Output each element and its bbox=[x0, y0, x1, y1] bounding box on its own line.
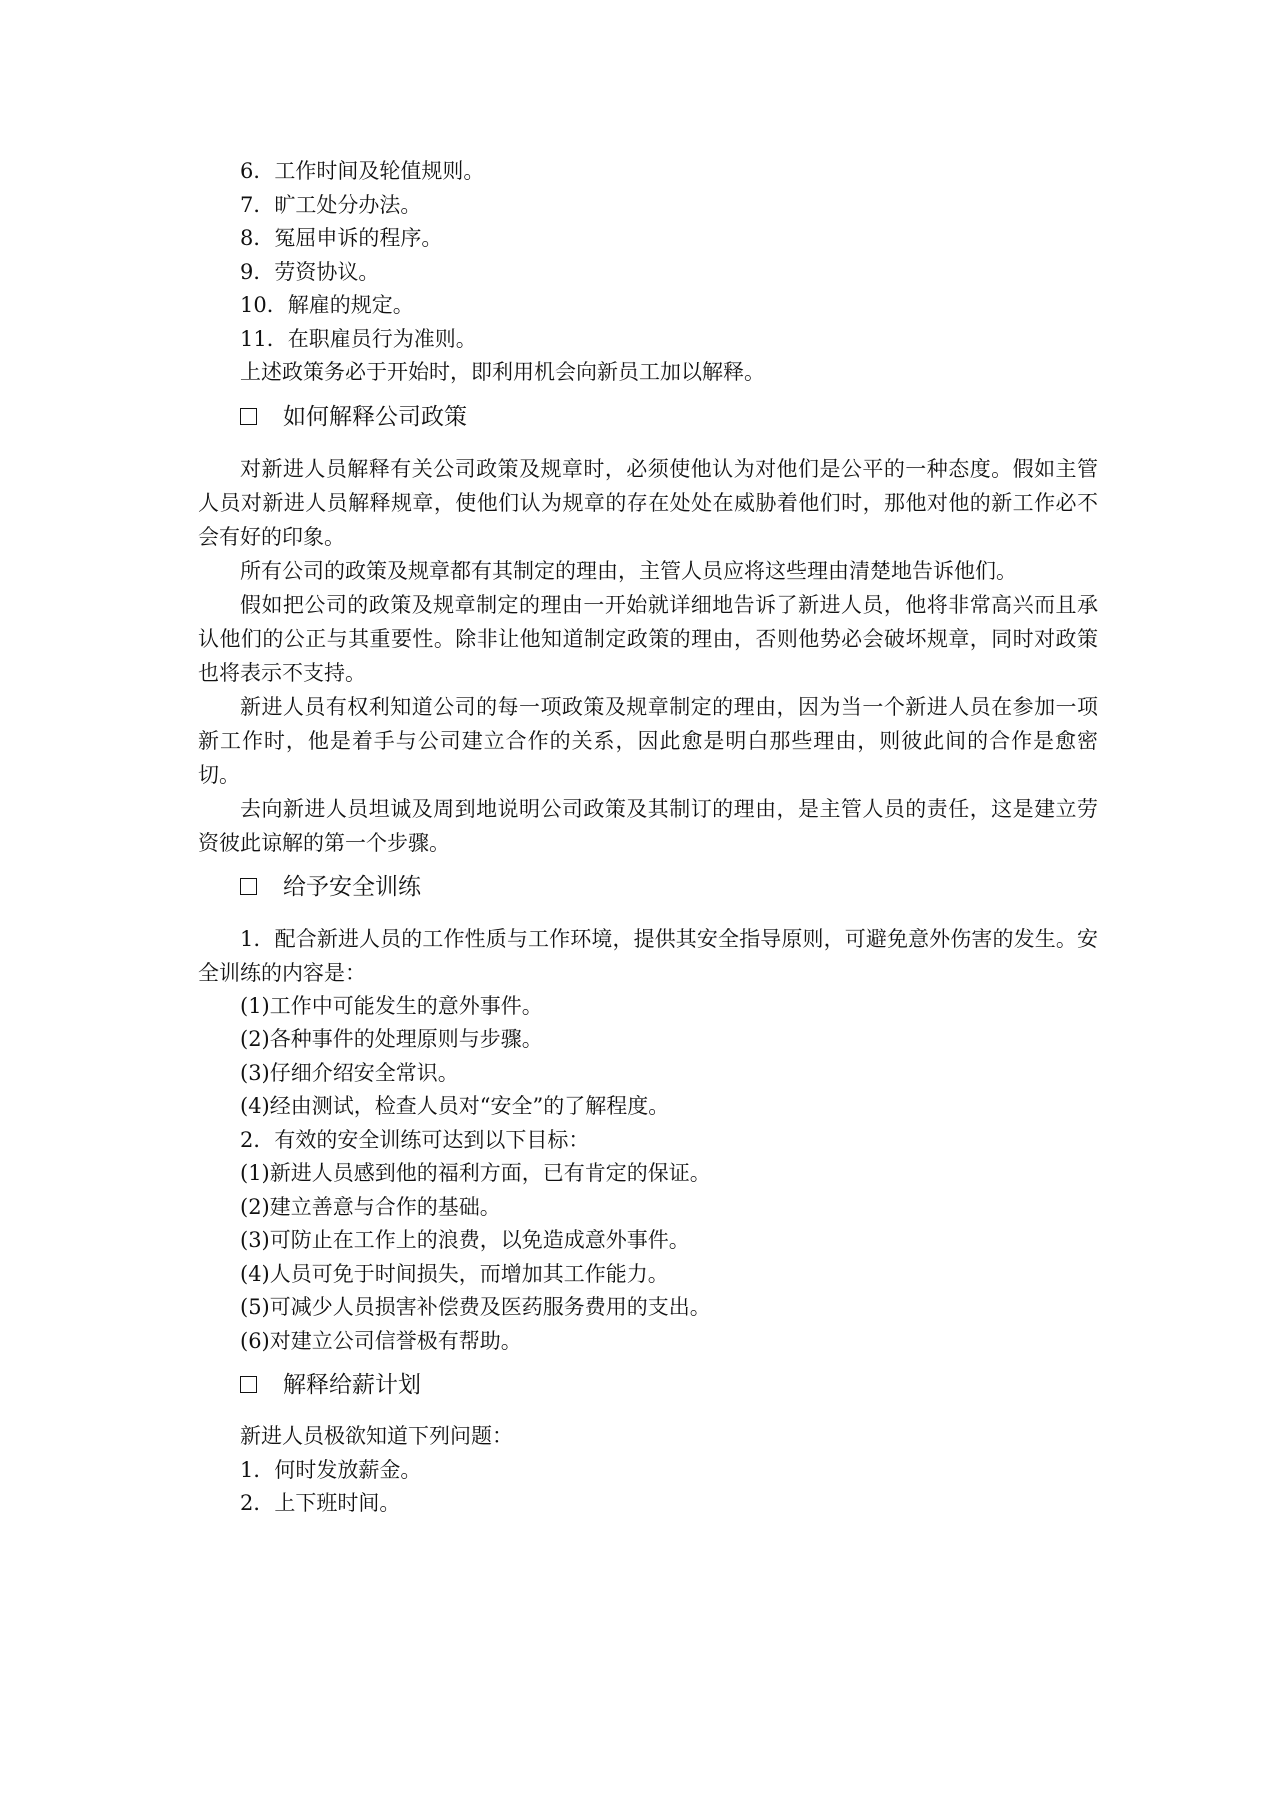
section-body-safety-training bbox=[198, 922, 1098, 1359]
section-body-pay-plan bbox=[198, 1420, 1098, 1521]
document-content bbox=[198, 155, 1098, 1521]
checkbox-square-icon bbox=[240, 1376, 257, 1393]
paragraph: 去向新进人员坦诚及周到地说明公司政策及其制订的理由，是主管人员的责任，这是建立劳资彼此谅解的第一个步骤。 bbox=[198, 796, 1098, 855]
section-title: 给予安全训练 bbox=[283, 873, 421, 900]
list-item: 10．解雇的规定。 bbox=[240, 293, 414, 317]
section-heading-explain-policy bbox=[198, 400, 1098, 434]
section-title: 如何解释公司政策 bbox=[283, 403, 467, 430]
section-heading-pay-plan bbox=[198, 1368, 1098, 1402]
paragraph: 所有公司的政策及规章都有其制定的理由，主管人员应将这些理由清楚地告诉他们。 bbox=[240, 558, 1017, 583]
section-title: 解释给薪计划 bbox=[283, 1372, 421, 1398]
paragraph: 新进人员有权利知道公司的每一项政策及规章制定的理由，因为当一个新进人员在参加一项新工作时，他是着手与公司建立合作的关系，因此愈是明白那些理由，则彼此间的合作是愈密切。 bbox=[198, 694, 1098, 787]
list-item: 2．上下班时间。 bbox=[240, 1491, 401, 1515]
list-item: (4)人员可免于时间损失，而增加其工作能力。 bbox=[240, 1261, 669, 1286]
list-item: (3)仔细介绍安全常识。 bbox=[240, 1060, 459, 1085]
list-item: (1)新进人员感到他的福利方面，已有肯定的保证。 bbox=[240, 1161, 711, 1185]
paragraph: 对新进人员解释有关公司政策及规章时，必须使他认为对他们是公平的一种态度。假如主管人员对新进人员解释规章，使他们认为规章的存在处处在威胁着他们时，那他对他的新工作必不会有好的印象。 bbox=[198, 456, 1098, 549]
list-item: 8．冤屈申诉的程序。 bbox=[240, 226, 443, 250]
list-item: 11．在职雇员行为准则。 bbox=[240, 326, 477, 351]
section-body-explain-policy bbox=[198, 452, 1098, 860]
list-item: 1．何时发放薪金。 bbox=[240, 1457, 422, 1482]
paragraph: 假如把公司的政策及规章制定的理由一开始就详细地告诉了新进人员，他将非常高兴而且承认他们的公正与其重要性。除非让他知道制定政策的理由，否则他势必会破坏规章，同时对政策也将表示不支持。 bbox=[198, 592, 1098, 685]
list-item: (2)各种事件的处理原则与步骤。 bbox=[240, 1027, 543, 1051]
list-summary: 上述政策务必于开始时，即利用机会向新员工加以解释。 bbox=[240, 360, 765, 384]
list-item: (3)可防止在工作上的浪费，以免造成意外事件。 bbox=[240, 1228, 690, 1252]
list-item: 2．有效的安全训练可达到以下目标： bbox=[240, 1127, 590, 1152]
list-intro: 新进人员极欲知道下列问题： bbox=[240, 1424, 513, 1448]
list-item: (5)可减少人员损害补偿费及医药服务费用的支出。 bbox=[240, 1295, 711, 1319]
list-item: 7．旷工处分办法。 bbox=[240, 192, 422, 217]
list-item: (6)对建立公司信誉极有帮助。 bbox=[240, 1328, 522, 1353]
list-item: 6．工作时间及轮值规则。 bbox=[240, 159, 485, 183]
list-item: 9．劳资协议。 bbox=[240, 259, 380, 284]
policy-list bbox=[198, 155, 1098, 390]
list-item: (1)工作中可能发生的意外事件。 bbox=[240, 993, 543, 1018]
list-item: (2)建立善意与合作的基础。 bbox=[240, 1194, 501, 1219]
checkbox-square-icon bbox=[240, 878, 257, 895]
paragraph: 1．配合新进人员的工作性质与工作环境，提供其安全指导原则，可避免意外伤害的发生。安全训练的内容是： bbox=[198, 926, 1098, 985]
list-item: (4)经由测试，检查人员对“安全”的了解程度。 bbox=[240, 1094, 670, 1118]
section-heading-safety-training bbox=[198, 870, 1098, 904]
checkbox-square-icon bbox=[240, 408, 257, 425]
